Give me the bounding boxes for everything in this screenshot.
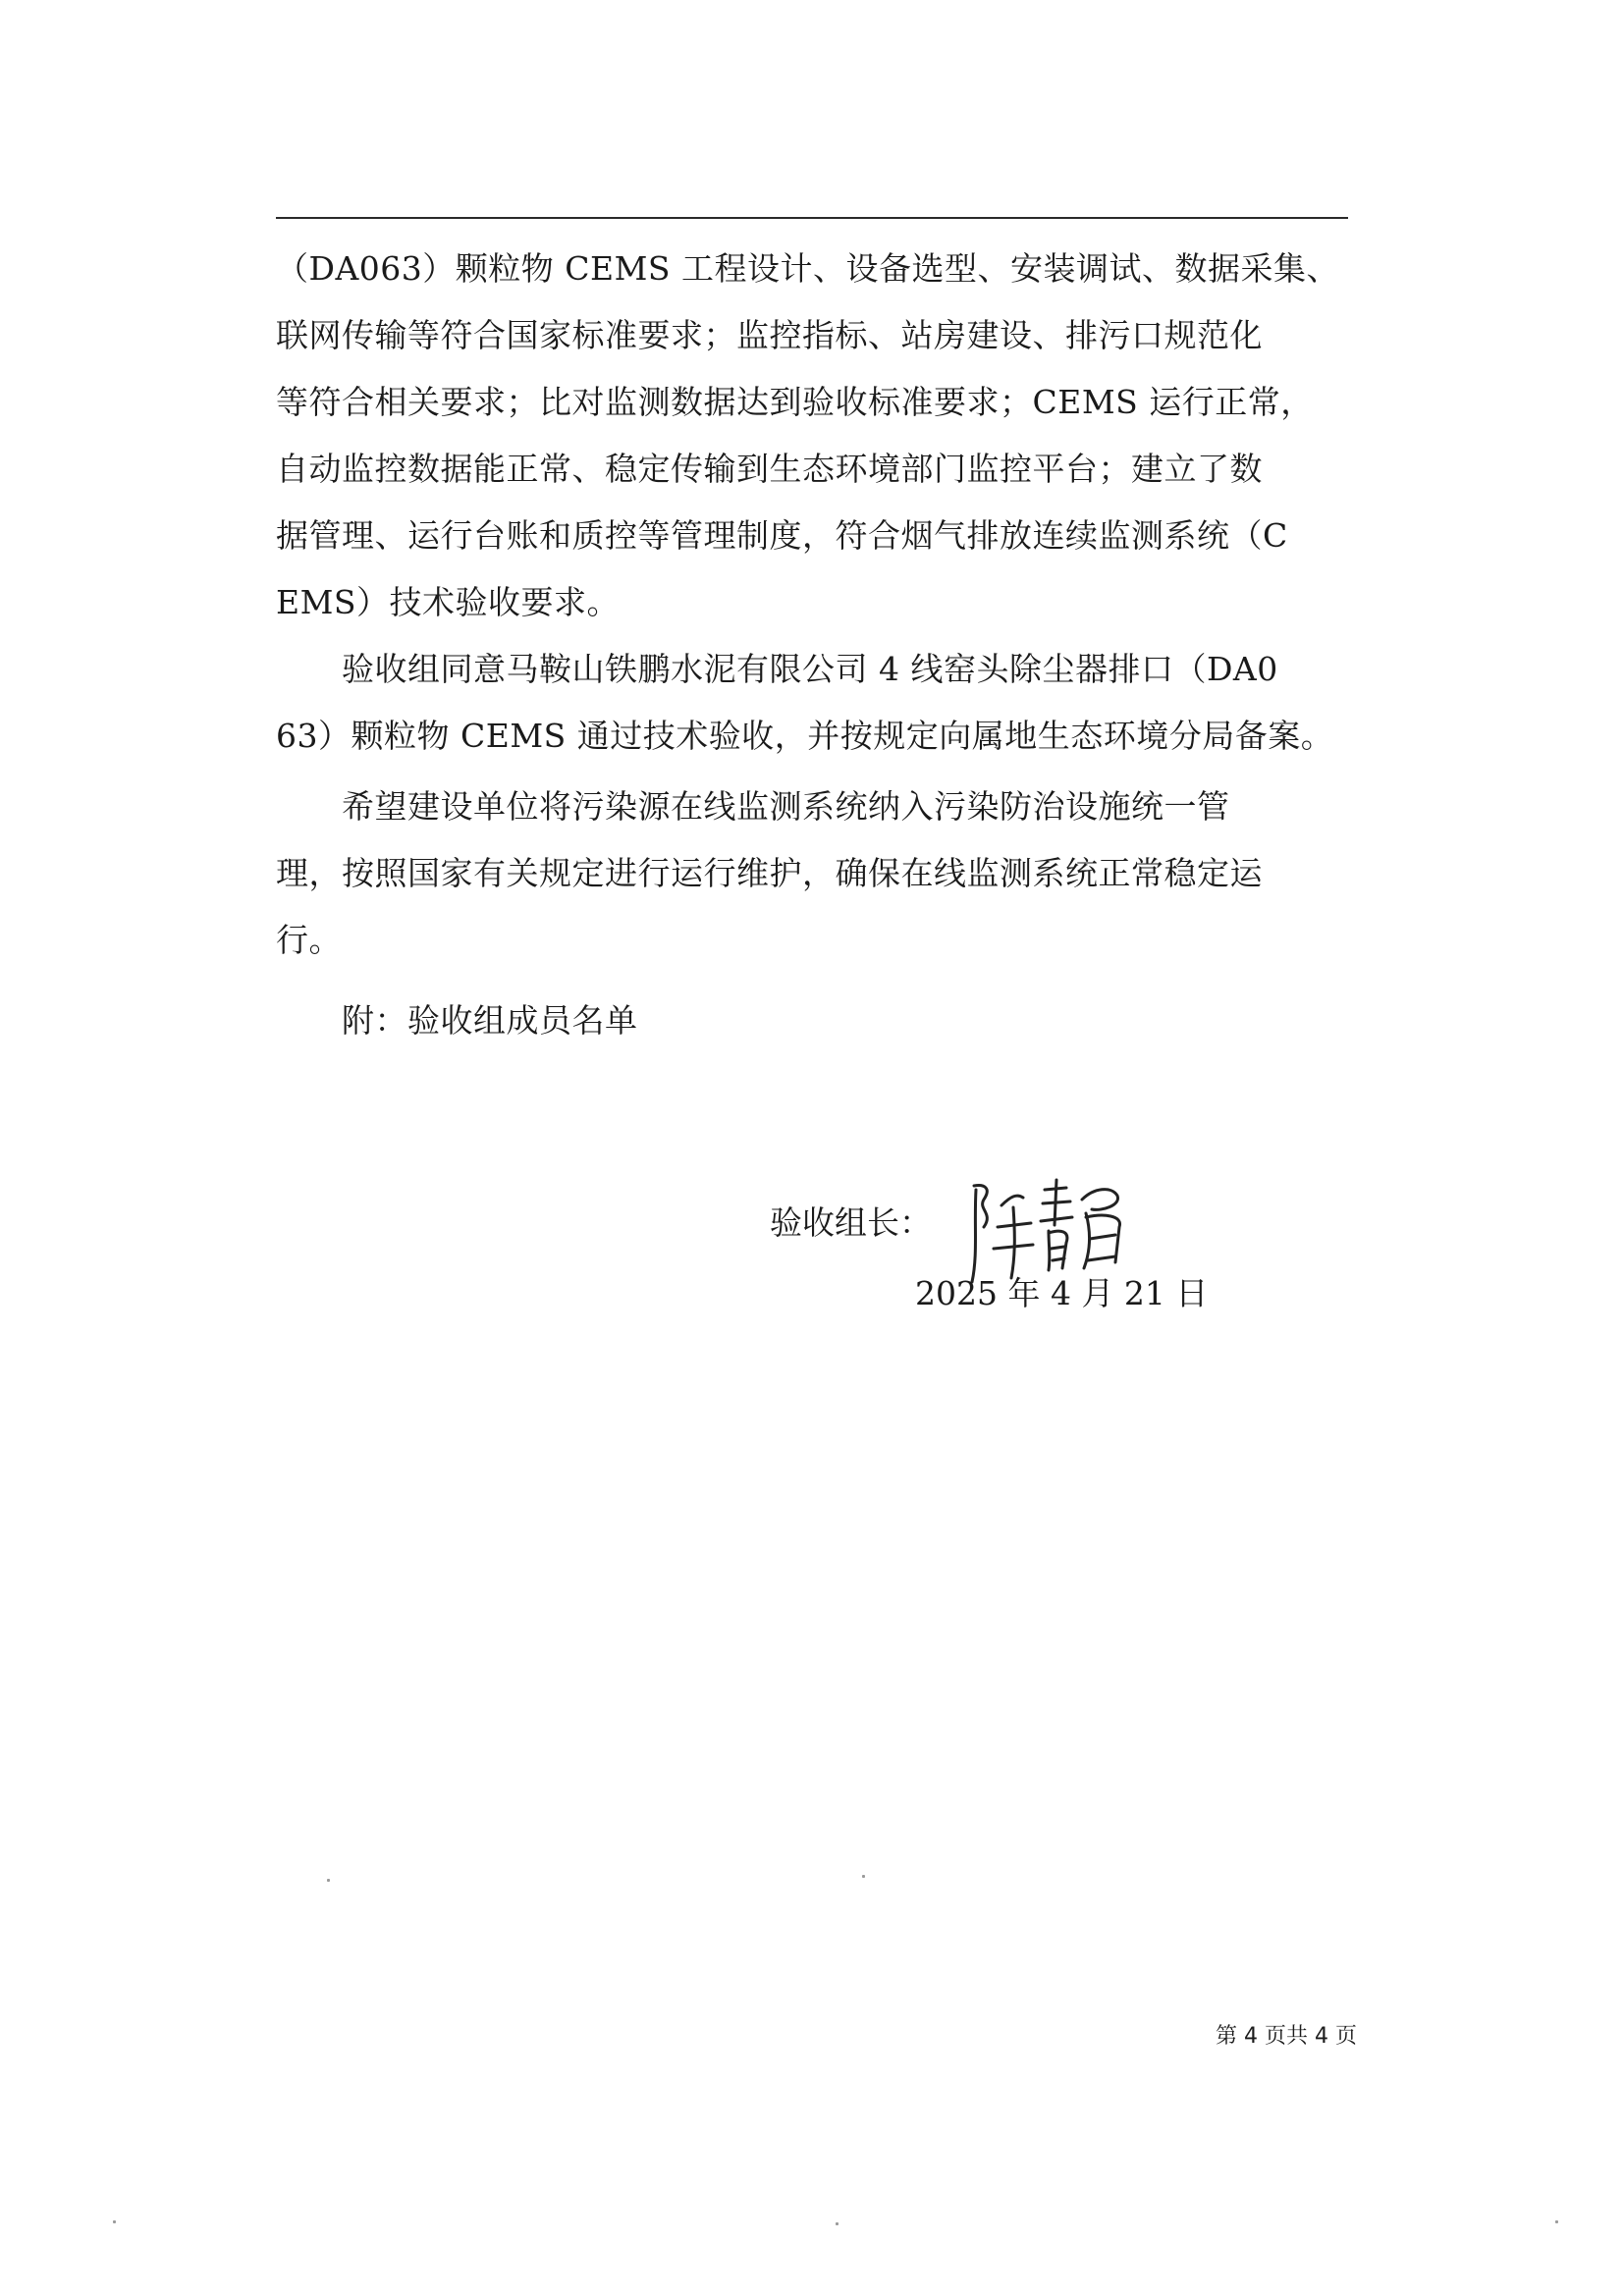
paragraph-line: 63）颗粒物 CEMS 通过技术验收，并按规定向属地生态环境分局备案。 bbox=[276, 717, 1334, 755]
paragraph-line: 据管理、运行台账和质控等管理制度，符合烟气排放连续监测系统（C bbox=[276, 516, 1288, 555]
paragraph-line: 理，按照国家有关规定进行运行维护，确保在线监测系统正常稳定运 bbox=[276, 854, 1263, 892]
paragraph-line: 希望建设单位将污染源在线监测系统纳入污染防治设施统一管 bbox=[342, 787, 1230, 826]
signature-text: 陈青 bbox=[954, 1166, 956, 1167]
paragraph-line: 自动监控数据能正常、稳定传输到生态环境部门监控平台；建立了数 bbox=[276, 450, 1263, 488]
paragraph-line: 等符合相关要求；比对监测数据达到验收标准要求；CEMS 运行正常， bbox=[276, 383, 1314, 421]
paragraph-line: 验收组同意马鞍山铁鹏水泥有限公司 4 线窑头除尘器排口（DA0 bbox=[342, 650, 1278, 688]
paragraph-line: EMS）技术验收要求。 bbox=[276, 583, 620, 621]
paragraph-line: 联网传输等符合国家标准要求；监控指标、站房建设、排污口规范化 bbox=[276, 316, 1263, 354]
page-footer: 第 4 页共 4 页 bbox=[1216, 2024, 1357, 2049]
signature-label: 验收组长： bbox=[770, 1203, 932, 1242]
scan-speck bbox=[113, 2220, 116, 2223]
signature-date: 2025 年 4 月 21 日 bbox=[915, 1274, 1209, 1312]
scan-speck bbox=[862, 1875, 865, 1878]
handwritten-signature bbox=[954, 1166, 1141, 1288]
scan-speck bbox=[327, 1879, 330, 1882]
header-rule bbox=[276, 217, 1348, 219]
paragraph-line: 行。 bbox=[276, 921, 342, 959]
paragraph-line: （DA063）颗粒物 CEMS 工程设计、设备选型、安装调试、数据采集、 bbox=[276, 249, 1339, 288]
scan-speck bbox=[1555, 2220, 1558, 2223]
attachment-line: 附：验收组成员名单 bbox=[342, 1001, 638, 1040]
scan-speck bbox=[836, 2222, 839, 2225]
